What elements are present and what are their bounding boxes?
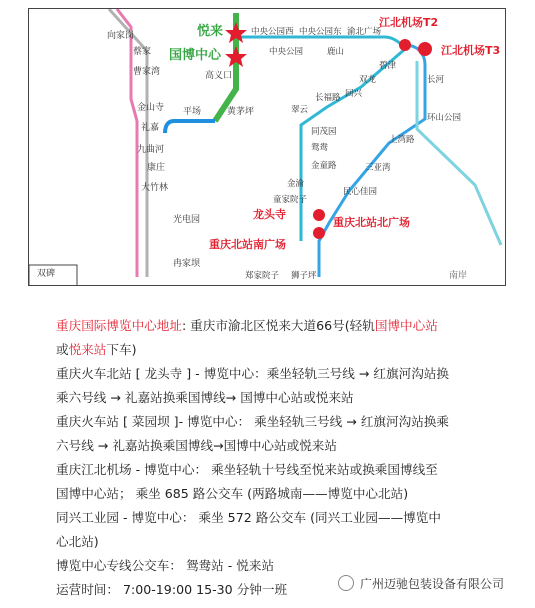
- info-line-1: [56, 314, 508, 338]
- info-line2-prefix: 或: [56, 342, 69, 357]
- info-line-3: 重庆火车北站 [ 龙头寺 ] - 博览中心：乘坐轻轨三号线 → 红旗河沟站换: [56, 366, 449, 381]
- station-label: 中央公园: [269, 47, 304, 57]
- station-label: 同茂园: [311, 127, 337, 137]
- wechat-icon: [338, 575, 354, 591]
- station-label-longtousi: 龙头寺: [253, 208, 286, 221]
- station-label-north-north: 重庆北站北广场: [333, 216, 410, 229]
- station-label: 鹿山: [327, 47, 345, 57]
- station-label: 金童路: [311, 161, 337, 171]
- airport-t2-marker: [399, 39, 411, 51]
- station-label: 翠云: [291, 105, 309, 115]
- station-label-t2: 江北机场T2: [379, 16, 439, 29]
- info-line2-suffix: 下车): [106, 342, 137, 357]
- station-label: 高义口: [205, 71, 233, 81]
- info-address-link[interactable]: 国博中心站: [374, 318, 438, 333]
- line-right: [417, 61, 501, 245]
- district-label: 南岸: [449, 271, 468, 281]
- info-address-title: 重庆国际博览中心地址: [56, 318, 182, 333]
- info-line-4: 乘六号线 → 礼嘉站换乘国博线→ 国博中心站或悦来站: [56, 390, 354, 405]
- station-label: 渝北广场: [347, 27, 382, 37]
- line-cyan: [236, 37, 405, 49]
- station-label: 中央公园西: [251, 27, 294, 37]
- station-label: 环山公园: [427, 113, 462, 123]
- info-line-11: 博览中心专线公交车： 鸳鸯站 - 悦来站: [56, 558, 275, 573]
- station-label: 长福路: [315, 93, 341, 103]
- station-label: 向家岗: [107, 31, 135, 41]
- info-line-12: 运营时间： 7:00-19:00 15-30 分钟一班: [56, 582, 288, 597]
- station-label-north-south: 重庆北站南广场: [209, 238, 286, 251]
- info-line-5: 重庆火车站 [ 菜园坝 ]- 博览中心： 乘坐轻轨三号线 → 红旗河沟站换乘: [56, 414, 449, 429]
- station-label: 三亚湾: [365, 163, 391, 173]
- station-label: 平场: [183, 107, 202, 117]
- station-label: 长河: [427, 75, 445, 85]
- info-line-6: 六号线 → 礼嘉站换乘国博线→国博中心站或悦来站: [56, 438, 337, 453]
- station-label: 鸳鸯: [311, 143, 329, 153]
- station-label: 回兴: [345, 89, 363, 99]
- station-label: 光电园: [173, 215, 201, 225]
- info-line-2: [56, 338, 508, 362]
- station-label: 金渝: [287, 179, 305, 189]
- station-label-yuelai: 悦来: [197, 24, 224, 39]
- station-label: 金山寺: [137, 103, 165, 113]
- station-label: 民心佳园: [343, 187, 378, 197]
- airport-t3-marker: [418, 42, 432, 56]
- info-line-7: 重庆江北机场 - 博览中心： 乘坐轻轨十号线至悦来站或换乘国博线至: [56, 462, 438, 477]
- station-label-guobo: 国博中心: [169, 48, 222, 63]
- station-label: 大竹林: [141, 183, 169, 193]
- station-label: 上湾路: [389, 135, 415, 145]
- info-block: [56, 314, 508, 602]
- station-label: 曹家湾: [133, 67, 161, 77]
- station-label: 蔡家: [133, 47, 152, 57]
- info-line-10: 心北站): [56, 534, 99, 549]
- station-label: 双龙: [359, 75, 377, 85]
- longtousi-marker: [313, 209, 325, 221]
- station-label: 狮子坪: [291, 271, 317, 281]
- info-line-8: 国博中心站； 乘坐 685 路公交车 (两路城南——博览中心北站): [56, 486, 409, 501]
- station-label: 碧津: [379, 61, 397, 71]
- station-label-t3: 江北机场T3: [441, 44, 501, 57]
- station-label: 九曲河: [137, 145, 165, 155]
- station-label: 康庄: [147, 163, 166, 173]
- line-blue-lijia: [165, 121, 215, 133]
- watermark: [338, 574, 504, 594]
- metro-map: [28, 8, 506, 286]
- north-station-marker: [313, 227, 325, 239]
- station-label: 冉家坝: [173, 259, 201, 269]
- station-label: 郑家院子: [245, 271, 280, 281]
- info-address-text: : 重庆市渝北区悦来大道66号(轻轨: [181, 318, 375, 333]
- station-label: 双碑: [37, 269, 56, 279]
- watermark-text: 广州迈驰包装设备有限公司: [360, 577, 505, 591]
- info-line-9: 同兴工业园 - 博览中心： 乘坐 572 路公交车 (同兴工业园——博览中: [56, 510, 441, 525]
- station-label: 礼嘉: [141, 123, 160, 133]
- info-line2-link[interactable]: 悦来站: [68, 342, 107, 357]
- footer: [0, 574, 535, 602]
- station-label: 黄茅坪: [227, 107, 255, 117]
- station-label: 中央公园东: [299, 27, 342, 37]
- station-label: 童家院子: [273, 195, 308, 205]
